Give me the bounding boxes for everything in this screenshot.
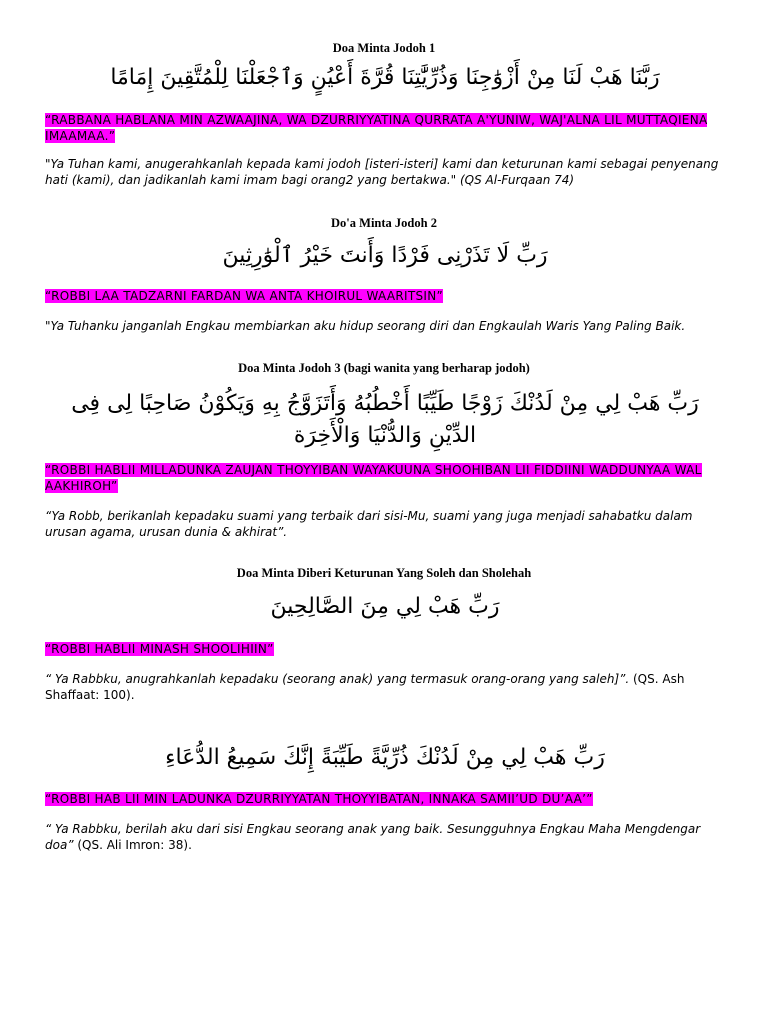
section-4-arabic: رَبِّ هَبْ لِي مِنَ الصَّالِحِينَ <box>270 594 500 619</box>
section-3-arabic: رَبِّ هَبْ لِي مِنْ لَدُنْكَ زَوْجًا طَيِّبًا أَخْطُبُهُ وَأَتَزَوَّجُ بِهِ وَيَكُوْنُ صَاحِبًا لِى فِى الدِّيْنِ وَالدُّنْيَا وَالْأَخِرَة <box>71 391 699 448</box>
section-5-meaning: “ Ya Rabbku, berilah aku dari sisi Engkau seorang anak yang baik. Sesungguhnya Engkau Maha Mengdengar doa” (QS. Ali Imron: 38). <box>45 822 701 852</box>
section-1-transliteration: “RABBANA HABLANA MIN AZWAAJINA, WA DZURRIYYATINA QURRATA A'YUNIW, WAJ'ALNA LIL MUTTAQIENA IMAAMAA.” <box>45 113 708 143</box>
section-4-meaning: “ Ya Rabbku, anugrahkanlah kepadaku (seorang anak) yang termasuk orang-orang yang saleh]”. (QS. Ash Shaffaat: 100). <box>45 672 685 702</box>
section-5-arabic: رَبِّ هَبْ لِي مِنْ لَدُنْكَ ذُرِّيَّةً طَيِّبَةً إِنَّكَ سَمِيعُ الدُّعَاءِ <box>165 745 605 770</box>
section-2-title: Do'a Minta Jodoh 2 <box>331 216 437 230</box>
section-3-meaning: “Ya Robb, berikanlah kepadaku suami yang terbaik dari sisi-Mu, suami yang juga menjadi sahabatku dalam urusan agama, urusan dunia & akhirat”. <box>45 509 693 539</box>
section-2-arabic: رَبِّ لَا تَذَرْنِى فَرْدًا وَأَنتَ خَيْرُ ٱلْوَٰرِثِينَ <box>222 243 548 268</box>
section-2-transliteration: “ROBBI LAA TADZARNI FARDAN WA ANTA KHOIRUL WAARITSIN” <box>45 289 444 303</box>
section-4-title: Doa Minta Diberi Keturunan Yang Soleh dan Sholehah <box>236 566 532 580</box>
section-1-meaning: "Ya Tuhan kami, anugerahkanlah kepada kami jodoh [isteri-isteri] kami dan keturunan kami sebagai penyenang hati (kami), dan jadikanlah kami imam bagi orang2 yang bertakwa." (QS Al-Furqaan 74) <box>45 157 719 187</box>
section-2-meaning: "Ya Tuhanku janganlah Engkau membiarkan aku hidup seorang diri dan Engkaulah Waris Yang Paling Baik. <box>45 319 686 333</box>
section-5-transliteration: “ROBBI HAB LII MIN LADUNKA DZURRIYYATAN THOYYIBATAN, INNAKA SAMII’UD DU’AA’” <box>45 792 593 806</box>
section-1-title: Doa Minta Jodoh 1 <box>332 41 436 55</box>
section-3-title: Doa Minta Jodoh 3 (bagi wanita yang berharap jodoh) <box>238 361 530 375</box>
section-1-arabic: رَبَّنَا هَبْ لَنَا مِنْ أَزْوَٰجِنَا وَذُرِّيَّٰتِنَا قُرَّةَ أَعْيُنٍ وَٱجْعَلْنَا لِلْمُتَّقِينَ إِمَامًا <box>110 65 660 90</box>
section-4-transliteration: “ROBBI HABLII MINASH SHOOLIHIIN” <box>45 642 274 656</box>
section-3-transliteration: “ROBBI HABLII MILLADUNKA ZAUJAN THOYYIBAN WAYAKUUNA SHOOHIBAN LII FIDDIINI WADDUNYAA WAL AAKHIROH” <box>45 463 702 493</box>
